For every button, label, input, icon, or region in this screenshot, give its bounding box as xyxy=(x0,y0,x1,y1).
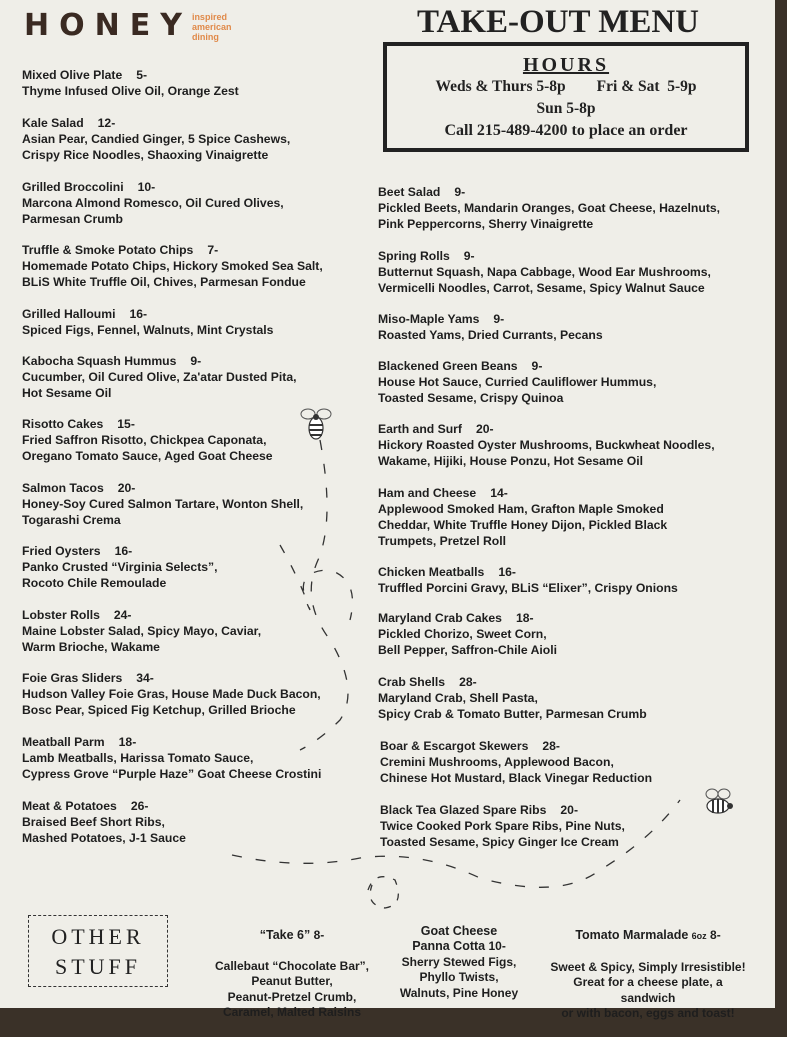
hours-weekdays: Weds & Thurs 5-8p Fri & Sat 5-9p xyxy=(435,78,697,95)
item-name: Miso-Maple Yams xyxy=(378,312,480,326)
other-stuff-label xyxy=(28,915,168,987)
item-price: 28- xyxy=(459,675,477,689)
item-name: Mixed Olive Plate xyxy=(22,68,123,82)
item-name: Foie Gras Sliders xyxy=(22,671,123,685)
other-stuff-line2: STUFF xyxy=(54,954,142,979)
item-price: 28- xyxy=(542,739,560,753)
item-price: 18- xyxy=(118,735,137,749)
page-title: TAKE-OUT MENU xyxy=(416,4,700,40)
item-price: 9- xyxy=(531,359,543,373)
item-name: Grilled Broccolini xyxy=(22,180,124,194)
item-description: Twice Cooked Pork Spare Ribs, Pine Nuts, Toasted Sesame, Spicy Ginger Ice Cream xyxy=(380,819,625,849)
hours-heading: HOURS xyxy=(522,54,610,76)
item-price: 15- xyxy=(117,417,135,431)
item-name: Maryland Crab Cakes xyxy=(378,611,502,625)
item-name: “Take 6” xyxy=(259,927,311,942)
item-name: Chicken Meatballs xyxy=(378,565,485,579)
item-name: Fried Oysters xyxy=(22,544,101,558)
item-name: Lobster Rolls xyxy=(22,608,100,622)
item-description: Pickled Chorizo, Sweet Corn, Bell Pepper, Saffron-Chile Aioli xyxy=(378,627,558,657)
item-description: Asian Pear, Candied Ginger, 5 Spice Cashews, Crispy Rice Noodles, Shaoxing Vinaigrette xyxy=(22,132,291,162)
item-price: 9- xyxy=(493,312,505,326)
item-description: Pickled Beets, Mandarin Oranges, Goat Cheese, Hazelnuts, Pink Peppercorns, Sherry Vinaigrette xyxy=(378,201,721,231)
logo-wordmark: HONEY xyxy=(24,8,192,43)
item-price: 12- xyxy=(97,116,116,130)
item-name: Crab Shells xyxy=(378,675,446,689)
item-name: Spring Rolls xyxy=(378,249,450,263)
item-name: Meat & Potatoes xyxy=(22,799,117,813)
item-name: Tomato Marmalade xyxy=(575,927,689,942)
item-description: Applewood Smoked Ham, Grafton Maple Smoked Cheddar, White Truffle Honey Dijon, Pickled Black Trumpets, Pretzel Roll xyxy=(378,502,668,548)
item-description: Maryland Crab, Shell Pasta, Spicy Crab & Tomato Butter, Parmesan Crumb xyxy=(378,691,647,721)
item-price: 14- xyxy=(490,486,508,500)
item-price: 20- xyxy=(475,422,494,436)
item-name: Kabocha Squash Hummus xyxy=(22,354,177,368)
item-description: Sweet & Spicy, Simply Irresistible! Great for a cheese plate, a sandwich or with bacon, eggs and toast! xyxy=(550,959,746,1020)
dessert-item xyxy=(384,908,534,1017)
item-price: 9- xyxy=(463,249,475,263)
item-description: Butternut Squash, Napa Cabbage, Wood Ear Mushrooms, Vermicelli Noodles, Carrot, Sesame, Spicy Walnut Sauce xyxy=(378,265,711,295)
item-price: 16- xyxy=(498,565,516,579)
item-description: Fried Saffron Risotto, Chickpea Caponata, Oregano Tomato Sauce, Aged Goat Cheese xyxy=(22,433,273,463)
item-price: 26- xyxy=(130,799,149,813)
dessert-item xyxy=(548,912,748,1037)
item-description: House Hot Sauce, Curried Cauliflower Hummus, Toasted Sesame, Crispy Quinoa xyxy=(378,375,657,405)
item-description: Sherry Stewed Figs, Phyllo Twists, Walnuts, Pine Honey xyxy=(399,954,519,1000)
bee-icon xyxy=(298,404,334,444)
item-price: 18- xyxy=(515,611,534,625)
item-price: 34- xyxy=(136,671,154,685)
item-name: Boar & Escargot Skewers xyxy=(380,739,529,753)
item-price: 10- xyxy=(137,180,156,194)
item-description: Spiced Figs, Fennel, Walnuts, Mint Crystals xyxy=(22,323,274,337)
item-name: Risotto Cakes xyxy=(22,417,104,431)
item-name: Blackened Green Beans xyxy=(378,359,518,373)
item-name: Goat Cheese Panna Cotta xyxy=(412,923,498,953)
item-price: 8- xyxy=(710,927,721,942)
item-name: Meatball Parm xyxy=(22,735,105,749)
item-size: 6oz xyxy=(691,930,707,941)
logo-tagline: inspired american dining xyxy=(191,12,232,42)
item-price: 9- xyxy=(190,354,202,368)
item-name: Grilled Halloumi xyxy=(22,307,116,321)
dessert-item xyxy=(208,912,376,1036)
bee-icon xyxy=(698,786,738,822)
item-price: 7- xyxy=(207,243,219,257)
item-description: Hudson Valley Foie Gras, House Made Duck Bacon, Bosc Pear, Spiced Fig Ketchup, Grilled Brioche xyxy=(22,687,321,717)
item-price: 20- xyxy=(560,803,579,817)
hours-phone: Call 215-489-4200 to place an order xyxy=(444,122,688,139)
item-name: Earth and Surf xyxy=(378,422,462,436)
item-name: Truffle & Smoke Potato Chips xyxy=(22,243,194,257)
item-price: 16- xyxy=(129,307,148,321)
item-description: Thyme Infused Olive Oil, Orange Zest xyxy=(22,84,239,98)
item-description: Truffled Porcini Gravy, BLiS “Elixer”, Crispy Onions xyxy=(378,581,678,595)
item-name: Ham and Cheese xyxy=(378,486,477,500)
item-name: Salmon Tacos xyxy=(22,481,104,495)
item-description: Hickory Roasted Oyster Mushrooms, Buckwheat Noodles, Wakame, Hijiki, House Ponzu, Hot Sesame Oil xyxy=(378,438,715,468)
item-price: 5- xyxy=(136,68,148,82)
item-description: Cucumber, Oil Cured Olive, Za'atar Dusted Pita, Hot Sesame Oil xyxy=(22,370,297,400)
item-description: Cremini Mushrooms, Applewood Bacon, Chinese Hot Mustard, Black Vinegar Reduction xyxy=(380,755,653,785)
item-description: Maine Lobster Salad, Spicy Mayo, Caviar, Warm Brioche, Wakame xyxy=(22,624,262,654)
item-description: Panko Crusted “Virginia Selects”, Rocoto Chile Remoulade xyxy=(22,560,218,590)
item-description: Homemade Potato Chips, Hickory Smoked Sea Salt, BLiS White Truffle Oil, Chives, Parmesan Fondue xyxy=(22,259,323,289)
item-description: Braised Beef Short Ribs, Mashed Potatoes, J-1 Sauce xyxy=(22,815,186,845)
item-description: Marcona Almond Romesco, Oil Cured Olives, Parmesan Crumb xyxy=(22,196,284,226)
hours-sunday: Sun 5-8p xyxy=(536,100,596,117)
item-name: Beet Salad xyxy=(378,185,441,199)
item-description: Honey-Soy Cured Salmon Tartare, Wonton Shell, Togarashi Crema xyxy=(22,497,304,527)
item-description: Callebaut “Chocolate Bar”, Peanut Butter, Peanut-Pretzel Crumb, Caramel, Malted Raisins xyxy=(214,958,370,1019)
item-name: Black Tea Glazed Spare Ribs xyxy=(380,803,547,817)
item-price: 10- xyxy=(488,939,506,953)
item-price: 9- xyxy=(454,185,466,199)
item-price: 8- xyxy=(313,927,325,942)
other-stuff-line1: OTHER xyxy=(51,924,145,949)
item-price: 16- xyxy=(114,544,133,558)
item-name: Kale Salad xyxy=(22,116,84,130)
item-price: 24- xyxy=(113,608,132,622)
item-description: Lamb Meatballs, Harissa Tomato Sauce, Cypress Grove “Purple Haze” Goat Cheese Crostini xyxy=(22,751,322,781)
item-description: Roasted Yams, Dried Currants, Pecans xyxy=(378,328,603,342)
item-price: 20- xyxy=(117,481,136,495)
